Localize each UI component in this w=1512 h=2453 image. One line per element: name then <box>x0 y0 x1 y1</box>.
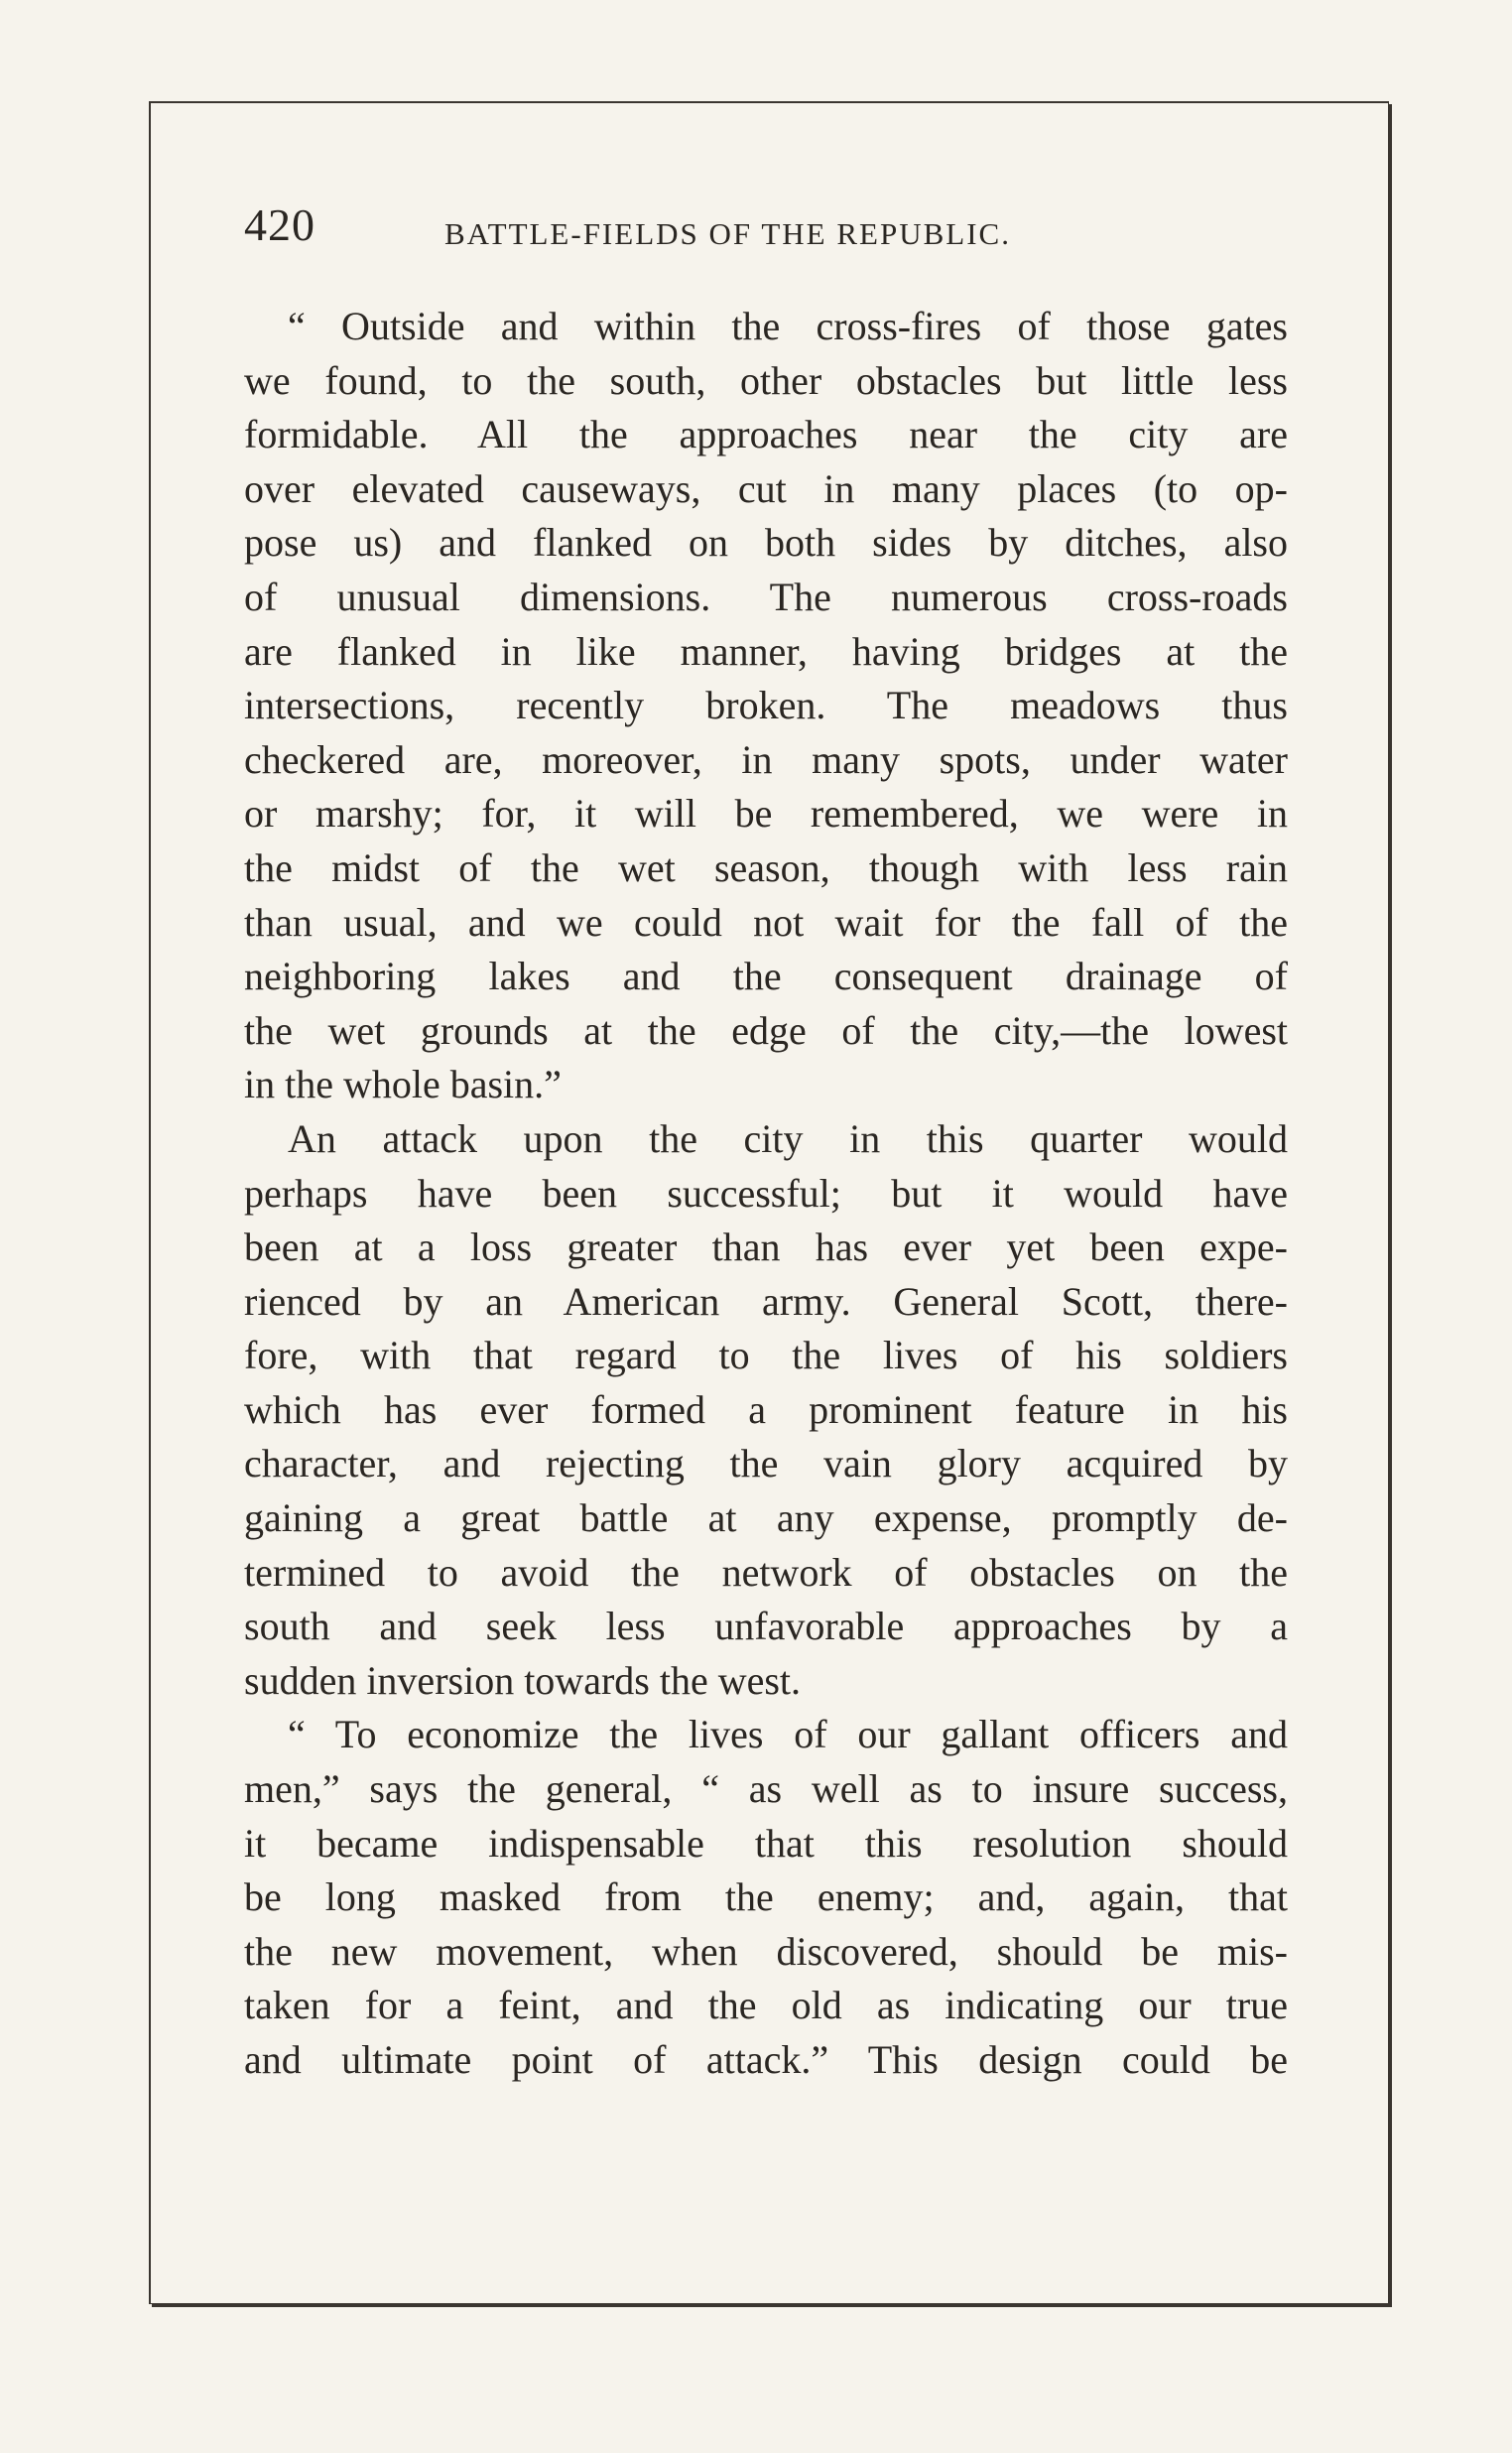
text-line: we found, to the south, other obstacles but little less <box>244 357 1288 403</box>
text-line: of unusual dimensions. The numerous cross-roads <box>244 574 1288 619</box>
text-line: and ultimate point of attack.” This design could be <box>244 2037 1288 2082</box>
text-line: sudden inversion towards the west. <box>244 1657 802 1703</box>
text-line: in the whole basin.” <box>244 1062 562 1107</box>
text-line: character, and rejecting the vain glory acquired by <box>244 1441 1288 1486</box>
text-line: the wet grounds at the edge of the city,—the lowest <box>244 1007 1288 1053</box>
text-line: intersections, recently broken. The meadows thus <box>244 683 1288 728</box>
page-number: 420 <box>244 199 315 250</box>
text-line: termined to avoid the network of obstacles on the <box>244 1549 1288 1595</box>
text-line: taken for a feint, and the old as indicating our true <box>244 1983 1288 2028</box>
text-line: are flanked in like manner, having bridges at the <box>244 628 1288 674</box>
text-line: fore, with that regard to the lives of his soldiers <box>244 1333 1288 1378</box>
text-line: which has ever formed a prominent feature in his <box>244 1386 1288 1432</box>
text-line: it became indispensable that this resolution should <box>244 1820 1288 1866</box>
text-line: south and seek less unfavorable approaches by a <box>244 1604 1288 1649</box>
text-line: formidable. All the approaches near the city are <box>244 412 1288 457</box>
text-line: An attack upon the city in this quarter would <box>288 1115 1288 1161</box>
text-line: than usual, and we could not wait for the fall of the <box>244 899 1288 945</box>
text-line: men,” says the general, “ as well as to insure success, <box>244 1766 1288 1812</box>
text-line: rienced by an American army. General Scott, there- <box>244 1278 1288 1324</box>
text-line: been at a loss greater than has ever yet been expe- <box>244 1225 1288 1270</box>
text-line: perhaps have been successful; but it would have <box>244 1170 1288 1216</box>
text-line: “ Outside and within the cross-fires of those gates <box>288 304 1288 348</box>
text-line: the new movement, when discovered, should be mis- <box>244 1928 1288 1974</box>
text-line: “ To economize the lives of our gallant officers and <box>288 1712 1288 1757</box>
running-title: BATTLE-FIELDS OF THE REPUBLIC. <box>444 216 1011 251</box>
text-line: be long masked from the enemy; and, again, that <box>244 1874 1288 1920</box>
text-line: checkered are, moreover, in many spots, under water <box>244 736 1288 782</box>
text-line: neighboring lakes and the consequent drainage of <box>244 954 1288 999</box>
text-line: gaining a great battle at any expense, promptly de- <box>244 1495 1288 1541</box>
page-header <box>238 198 1290 258</box>
text-line: the midst of the wet season, though with less rain <box>244 844 1288 890</box>
text-line: over elevated causeways, cut in many places (to op- <box>244 465 1288 511</box>
text-line: or marshy; for, it will be remembered, we were in <box>244 791 1288 837</box>
body-text <box>244 300 1288 2088</box>
text-line: pose us) and flanked on both sides by ditches, also <box>244 520 1288 566</box>
